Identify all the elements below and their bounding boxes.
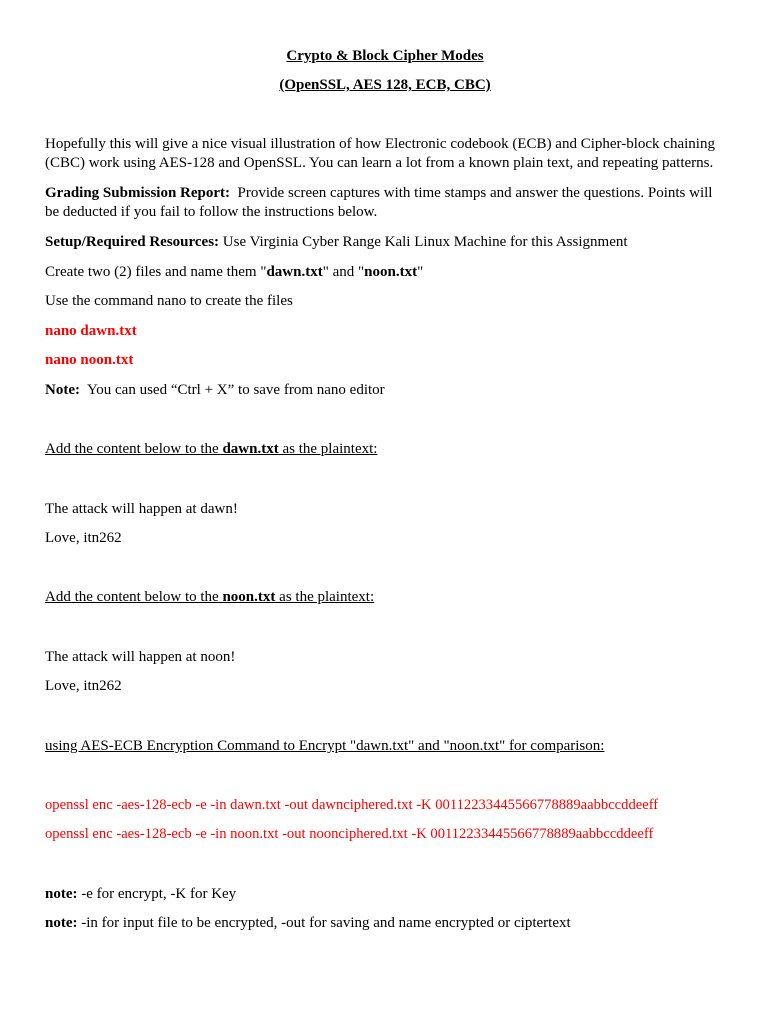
noon-content-line: Love, itn262 — [45, 678, 122, 694]
create-files-suffix: " — [417, 264, 424, 280]
note-in-out — [45, 914, 725, 933]
grading-paragraph — [45, 184, 725, 222]
create-files-paragraph — [45, 263, 725, 282]
document-subtitle: (OpenSSL, AES 128, ECB, CBC) — [279, 77, 491, 93]
document-title: Crypto & Block Cipher Modes — [286, 48, 484, 64]
note-save-label: Note: — [45, 382, 80, 398]
grading-label: Grading Submission Report: — [45, 185, 231, 201]
nano-command-dawn: nano dawn.txt — [45, 323, 137, 339]
dawn-heading — [45, 440, 725, 459]
dawn-content-line: The attack will happen at dawn! — [45, 501, 238, 517]
note-in-out-text: -in for input file to be encrypted, -out for saving and name encrypted or ciptertext — [81, 915, 571, 931]
note-encrypt-key-label: note: — [45, 886, 78, 902]
note-in-out-label: note: — [45, 915, 78, 931]
noon-heading-suffix: as the plaintext: — [275, 589, 375, 605]
note-save-text: You can used “Ctrl + X” to save from nano editor — [86, 382, 385, 398]
ecb-heading: using AES-ECB Encryption Command to Encrypt "dawn.txt" and "noon.txt" for comparison: — [45, 738, 605, 754]
ecb-command-noon: openssl enc -aes-128-ecb -e -in noon.txt -out noonciphered.txt -K 00112233445566778889aabbccddeeff — [45, 826, 654, 842]
dawn-heading-suffix: as the plaintext: — [278, 441, 378, 457]
create-files-middle: " and " — [322, 264, 365, 280]
noon-heading — [45, 588, 725, 607]
dawn-heading-file: dawn.txt — [222, 441, 279, 457]
dawn-content-line: Love, itn262 — [45, 530, 122, 546]
create-files-file1: dawn.txt — [266, 264, 323, 280]
nano-command-noon: nano noon.txt — [45, 352, 134, 368]
ecb-command-dawn: openssl enc -aes-128-ecb -e -in dawn.txt -out dawnciphered.txt -K 00112233445566778889aabbccddeeff — [45, 797, 659, 813]
noon-content-line: The attack will happen at noon! — [45, 649, 236, 665]
noon-heading-file: noon.txt — [222, 589, 276, 605]
dawn-heading-prefix: Add the content below to the — [45, 441, 223, 457]
note-save-paragraph — [45, 381, 725, 400]
grading-text: Provide screen captures with time stamps and answer the questions. Points will be deducted if you fail to follow the instructions below. — [45, 185, 713, 220]
setup-text: Use Virginia Cyber Range Kali Linux Machine for this Assignment — [222, 234, 628, 250]
nano-intro: Use the command nano to create the files — [45, 293, 293, 309]
create-files-prefix: Create two (2) files and name them " — [45, 264, 267, 280]
create-files-file2: noon.txt — [364, 264, 418, 280]
setup-paragraph — [45, 233, 725, 252]
noon-heading-prefix: Add the content below to the — [45, 589, 223, 605]
note-encrypt-key-text: -e for encrypt, -K for Key — [81, 886, 237, 902]
note-encrypt-key — [45, 885, 725, 904]
intro-paragraph: Hopefully this will give a nice visual illustration of how Electronic codebook (ECB) and Cipher-block chaining (CBC) work using AES-128 and OpenSSL. You can learn a lot from a known plain text, and repeating patterns. — [45, 136, 715, 171]
setup-label: Setup/Required Resources: — [45, 234, 220, 250]
